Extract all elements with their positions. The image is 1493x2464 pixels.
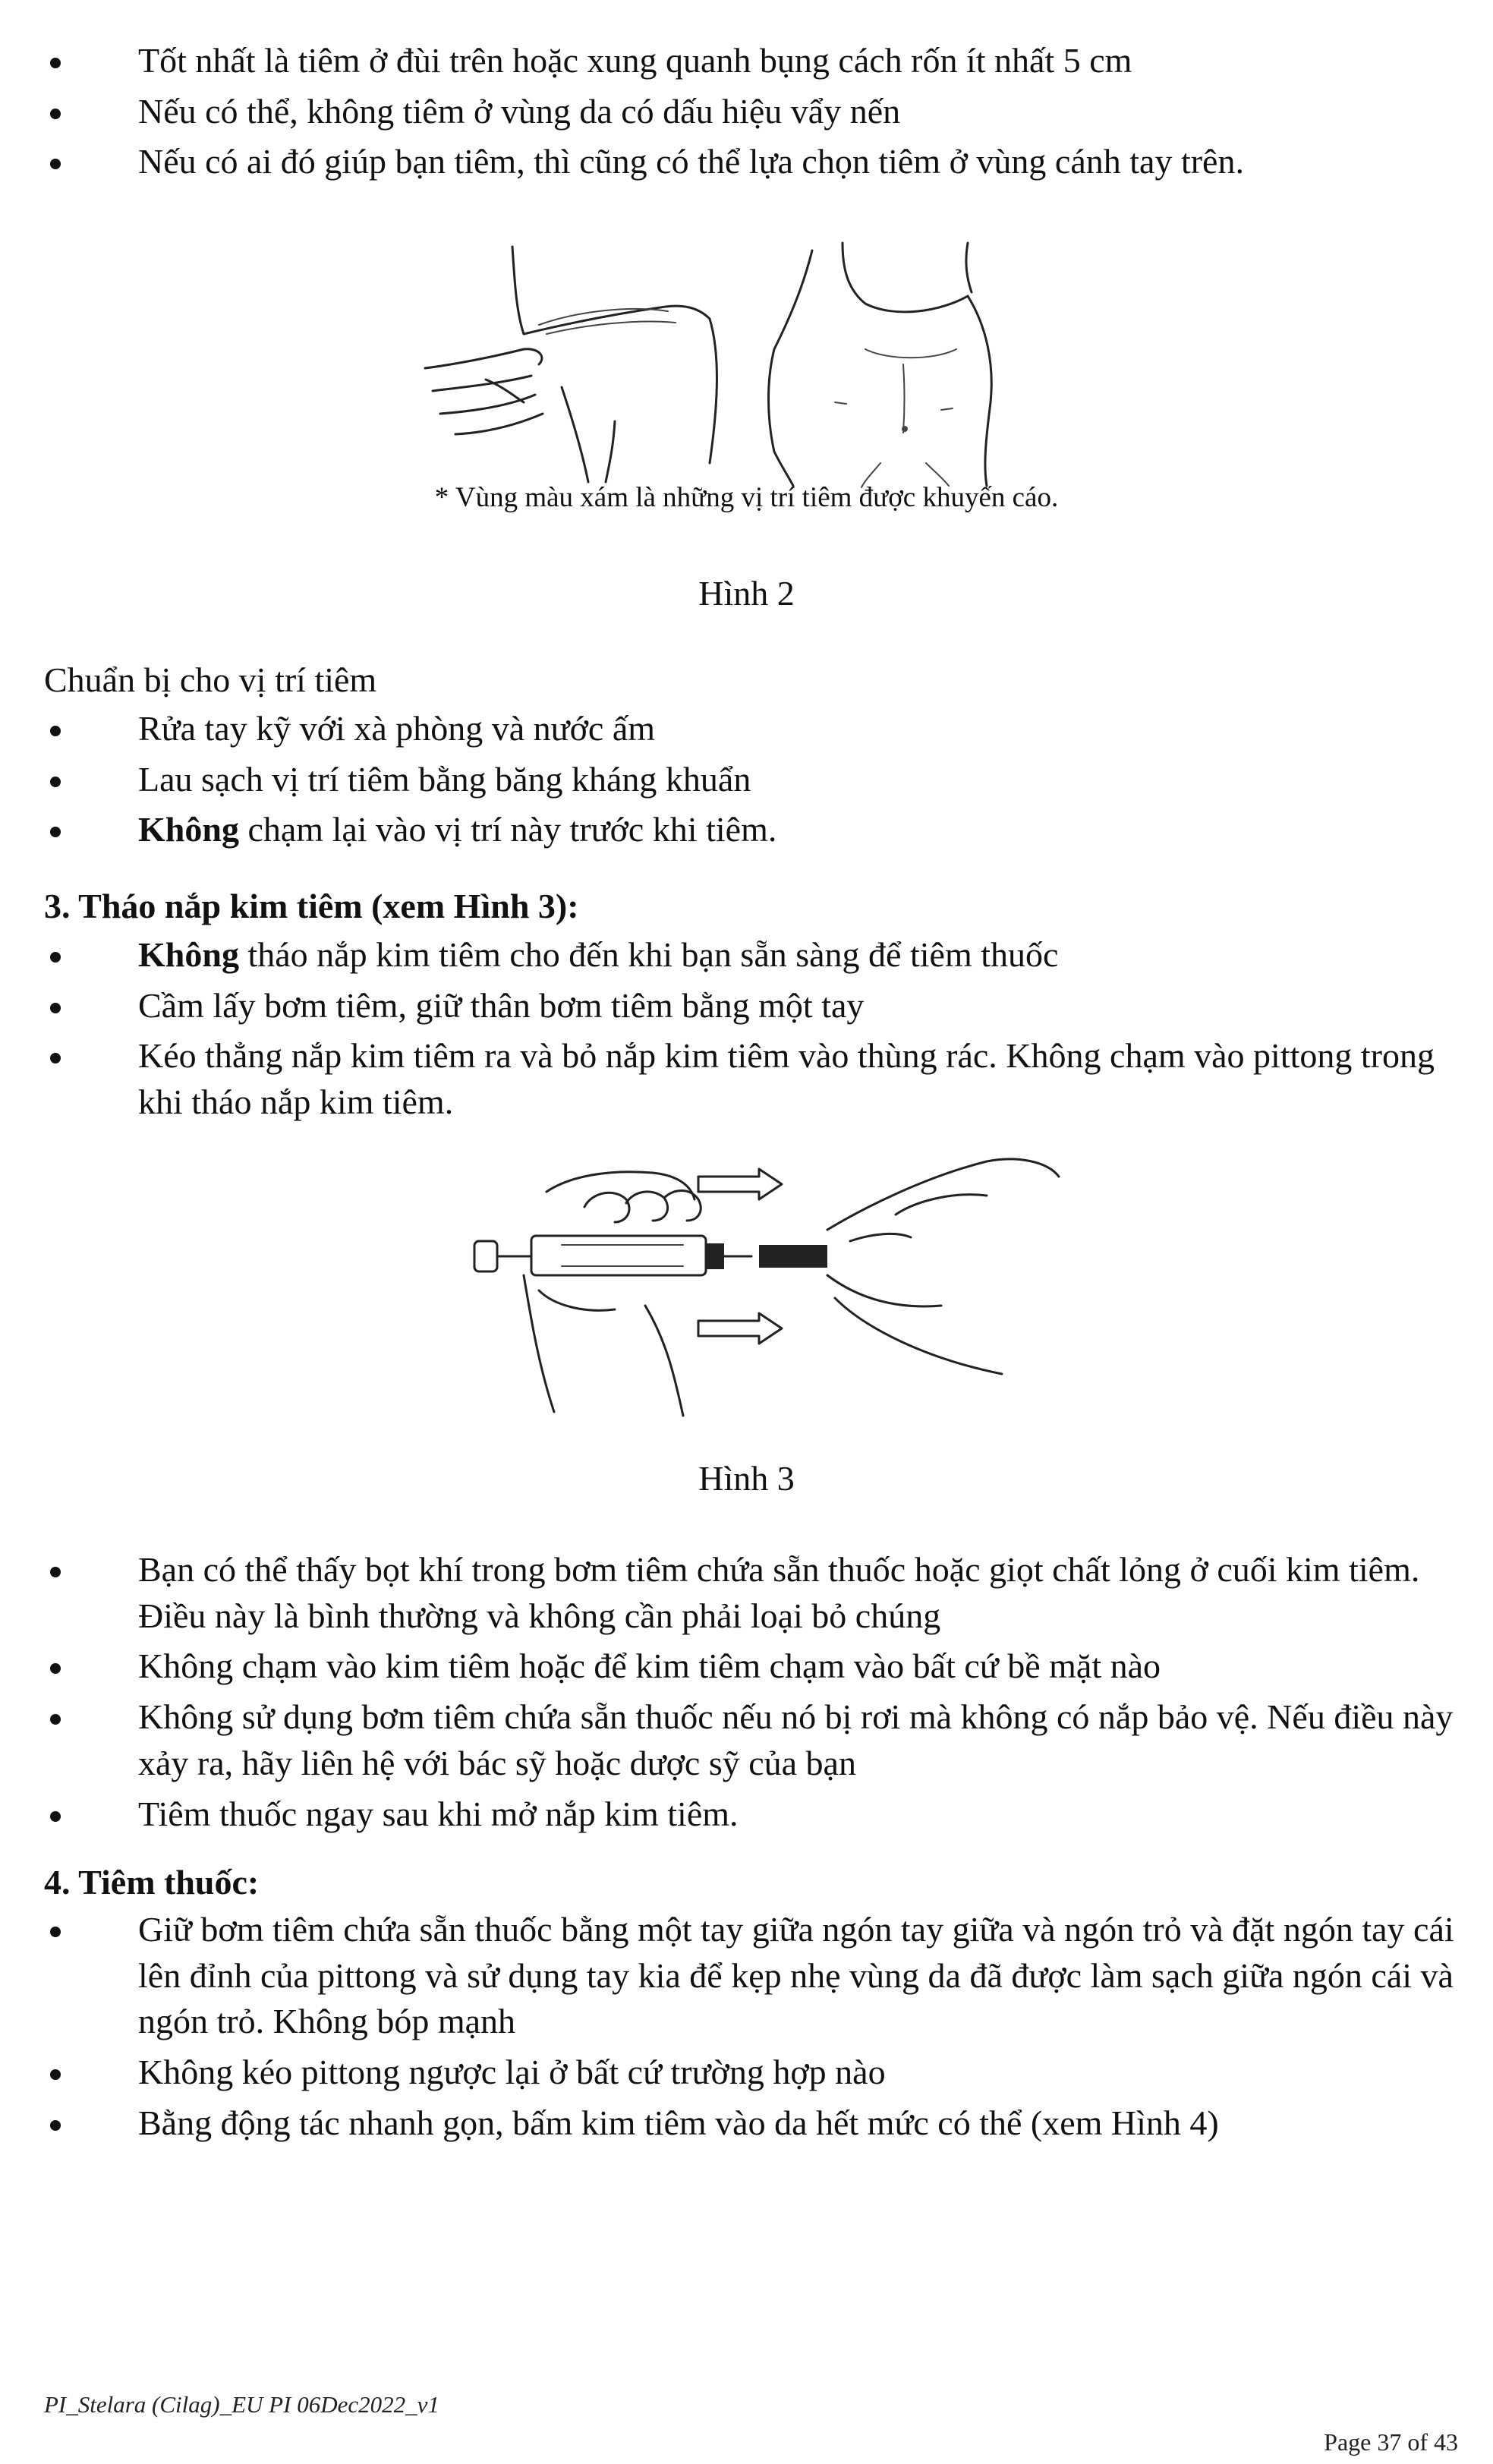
bullet-dot-icon	[50, 1053, 61, 1063]
footer-page-number: Page 37 of 43	[1324, 2428, 1458, 2456]
list-item: Không tháo nắp kim tiêm cho đến khi bạn sẵn sàng để tiêm thuốc	[44, 932, 1456, 978]
syringe-cap-removal-illustration	[471, 1146, 1063, 1427]
list-item: Bằng động tác nhanh gọn, bấm kim tiêm vào da hết mức có thể (xem Hình 4)	[44, 2100, 1456, 2147]
bullet-dot-icon	[50, 58, 61, 68]
bullet-dot-icon	[50, 1663, 61, 1674]
figure-2-note: * Vùng màu xám là những vị trí tiêm được khuyến cáo.	[434, 482, 1059, 513]
bullet-dot-icon	[50, 777, 61, 787]
list-item: Giữ bơm tiêm chứa sẵn thuốc bằng một tay giữa ngón tay giữa và ngón trỏ và đặt ngón tay cái lên đỉnh của pittong và sử dụng tay kia để kẹp nhẹ vùng da đã được làm sạch giữa ngón cái và ngón trỏ. Không bóp mạnh	[44, 1907, 1456, 2045]
bullet-dot-icon	[50, 1927, 61, 1937]
bullet-dot-icon	[50, 1003, 61, 1013]
section-4-list	[44, 1907, 1456, 2151]
bullet-dot-icon	[50, 109, 61, 119]
injection-sites-illustration	[410, 235, 1032, 493]
list-item: Rửa tay kỹ với xà phòng và nước ấm	[44, 706, 1456, 752]
bullet-dot-icon	[50, 1567, 61, 1577]
bullet-dot-icon	[50, 2069, 61, 2080]
bullet-dot-icon	[50, 159, 61, 169]
figure-3-caption: Hình 3	[698, 1459, 795, 1498]
bullet-dot-icon	[50, 1714, 61, 1725]
bullet-dot-icon	[50, 2120, 61, 2131]
list-item: Không kéo pittong ngược lại ở bất cứ trường hợp nào	[44, 2050, 1456, 2096]
list-item: Không chạm lại vào vị trí này trước khi tiêm.	[44, 807, 1456, 853]
bullet-dot-icon	[50, 827, 61, 837]
footer-doc-id: PI_Stelara (Cilag)_EU PI 06Dec2022_v1	[44, 2391, 439, 2418]
figure-2-caption: Hình 2	[698, 574, 795, 613]
list-item: Nếu có thể, không tiêm ở vùng da có dấu hiệu vẩy nến	[44, 89, 1456, 135]
prepare-list	[44, 706, 1456, 858]
bullet-dot-icon	[50, 726, 61, 736]
section-3-list	[44, 932, 1456, 1130]
section-3-heading: 3. Tháo nắp kim tiêm (xem Hình 3):	[44, 887, 579, 925]
list-item: Kéo thẳng nắp kim tiêm ra và bỏ nắp kim tiêm vào thùng rác. Không chạm vào pittong trong khi tháo nắp kim tiêm.	[44, 1033, 1456, 1125]
list-item: Tiêm thuốc ngay sau khi mở nắp kim tiêm.	[44, 1791, 1456, 1838]
prepare-intro: Chuẩn bị cho vị trí tiêm	[44, 660, 377, 699]
section-4-heading: 4. Tiêm thuốc:	[44, 1863, 260, 1902]
list-item: Nếu có ai đó giúp bạn tiêm, thì cũng có thể lựa chọn tiêm ở vùng cánh tay trên.	[44, 139, 1456, 185]
list-item: Lau sạch vị trí tiêm bằng băng kháng khuẩn	[44, 757, 1456, 803]
injection-sites-list	[44, 38, 1456, 190]
list-item: Cầm lấy bơm tiêm, giữ thân bơm tiêm bằng một tay	[44, 983, 1456, 1029]
section-3-notes-list	[44, 1547, 1456, 1842]
list-item: Không chạm vào kim tiêm hoặc để kim tiêm chạm vào bất cứ bề mặt nào	[44, 1643, 1456, 1690]
list-item: Không sử dụng bơm tiêm chứa sẵn thuốc nếu nó bị rơi mà không có nắp bảo vệ. Nếu điều này xảy ra, hãy liên hệ với bác sỹ hoặc dược sỹ của bạn	[44, 1694, 1456, 1786]
bullet-dot-icon	[50, 1811, 61, 1822]
list-item: Bạn có thể thấy bọt khí trong bơm tiêm chứa sẵn thuốc hoặc giọt chất lỏng ở cuối kim tiêm. Điều này là bình thường và không cần phải loại bỏ chúng	[44, 1547, 1456, 1639]
list-item: Tốt nhất là tiêm ở đùi trên hoặc xung quanh bụng cách rốn ít nhất 5 cm	[44, 38, 1456, 84]
bullet-dot-icon	[50, 952, 61, 963]
